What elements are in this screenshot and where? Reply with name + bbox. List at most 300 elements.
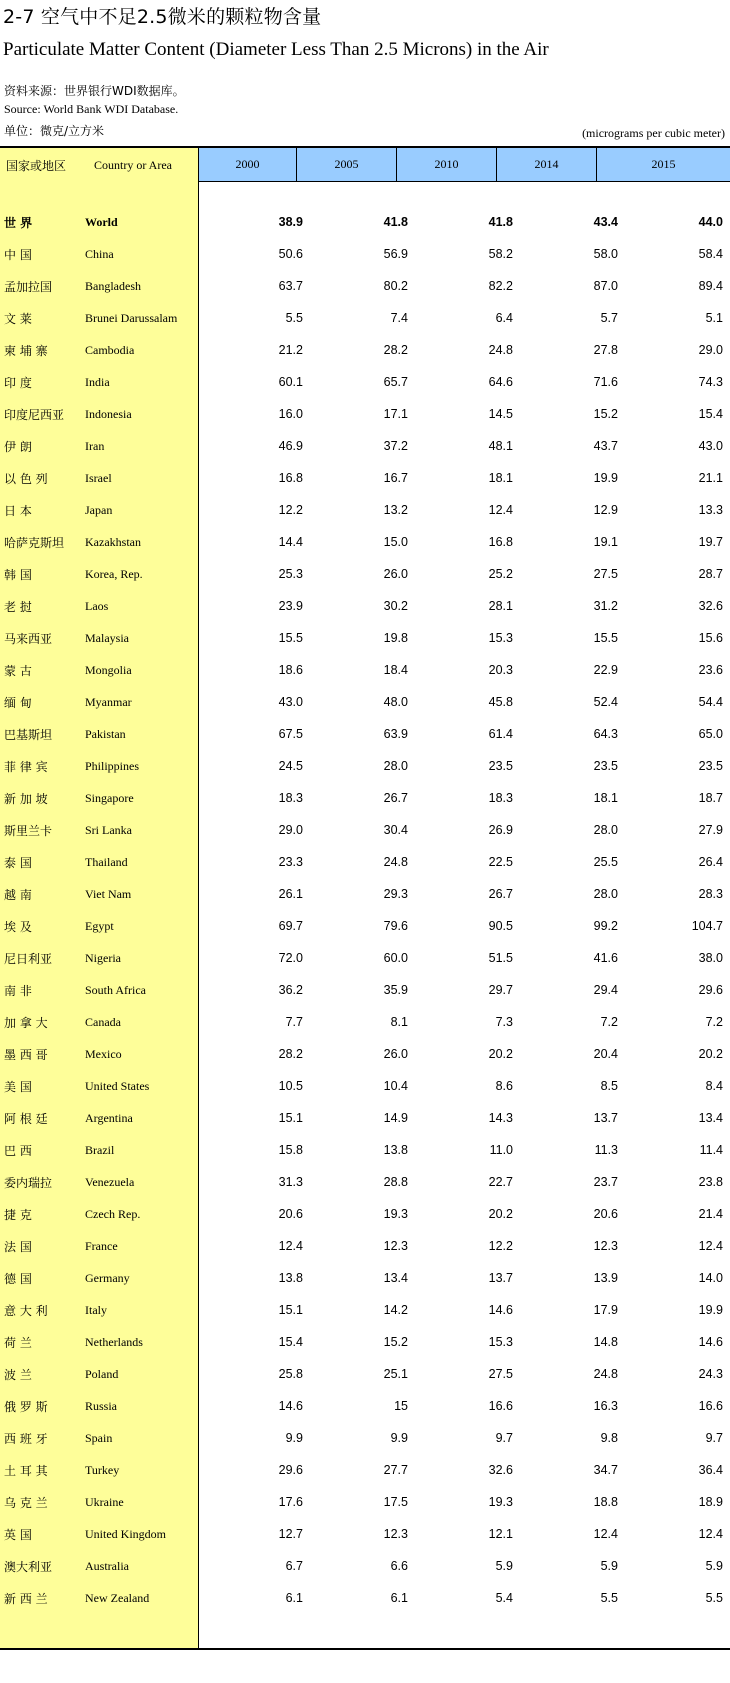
row-name-zh: 埃 及 <box>4 920 32 934</box>
row-value-2015: 28.3 <box>698 887 723 901</box>
row-name-en: France <box>85 1239 118 1253</box>
row-name-zh: 印 度 <box>4 376 32 390</box>
row-value-2005: 17.1 <box>383 407 408 421</box>
row-value-2014: 18.1 <box>593 791 618 805</box>
row-value-2015: 16.6 <box>698 1399 723 1413</box>
row-name-en: Kazakhstan <box>85 535 141 549</box>
header-year-2005: 2005 <box>297 148 397 181</box>
row-value-2000: 46.9 <box>278 439 303 453</box>
row-name-en: Mongolia <box>85 663 132 677</box>
row-value-2015: 18.9 <box>698 1495 723 1509</box>
row-name-en: Malaysia <box>85 631 129 645</box>
row-value-2010: 29.7 <box>488 983 513 997</box>
row-value-2010: 15.3 <box>488 1335 513 1349</box>
table-row <box>0 398 730 430</box>
row-name-zh: 英 国 <box>4 1528 32 1542</box>
row-value-2010: 16.8 <box>488 535 513 549</box>
row-value-2015: 89.4 <box>698 279 723 293</box>
row-value-2014: 14.8 <box>593 1335 618 1349</box>
row-value-2010: 12.4 <box>488 503 513 517</box>
table-row <box>0 1006 730 1038</box>
row-value-2014: 17.9 <box>593 1303 618 1317</box>
row-value-2014: 16.3 <box>593 1399 618 1413</box>
row-value-2014: 23.7 <box>593 1175 618 1189</box>
row-name-zh: 中 国 <box>4 248 32 262</box>
row-value-2005: 28.2 <box>383 343 408 357</box>
row-value-2014: 99.2 <box>593 919 618 933</box>
header-year-2000: 2000 <box>199 148 297 181</box>
row-value-2005: 24.8 <box>383 855 408 869</box>
row-value-2014: 8.5 <box>600 1079 618 1093</box>
row-value-2010: 8.6 <box>495 1079 513 1093</box>
table-row <box>0 1518 730 1550</box>
row-value-2010: 18.1 <box>488 471 513 485</box>
row-value-2014: 13.9 <box>593 1271 618 1285</box>
row-value-2014: 25.5 <box>593 855 618 869</box>
row-value-2000: 16.0 <box>278 407 303 421</box>
table-row <box>0 1134 730 1166</box>
row-value-2005: 56.9 <box>383 247 408 261</box>
row-value-2005: 25.1 <box>383 1367 408 1381</box>
row-value-2000: 29.0 <box>278 823 303 837</box>
row-name-zh: 印度尼西亚 <box>4 408 65 422</box>
row-value-2015: 44.0 <box>698 215 723 229</box>
row-name-zh: 斯里兰卡 <box>4 824 53 838</box>
row-name-zh: 巴基斯坦 <box>4 728 53 742</box>
table-row <box>0 1326 730 1358</box>
row-name-en: Venezuela <box>85 1175 135 1189</box>
row-name-zh: 缅 甸 <box>4 696 32 710</box>
row-name-en: Sri Lanka <box>85 823 132 837</box>
row-value-2014: 18.8 <box>593 1495 618 1509</box>
row-value-2005: 10.4 <box>383 1079 408 1093</box>
row-value-2010: 51.5 <box>488 951 513 965</box>
row-value-2010: 5.9 <box>495 1559 513 1573</box>
page-title-zh: 2-7 空气中不足2.5微米的颗粒物含量 <box>3 6 322 28</box>
row-value-2014: 5.9 <box>600 1559 618 1573</box>
row-value-2010: 6.4 <box>495 311 513 325</box>
row-value-2014: 20.6 <box>593 1207 618 1221</box>
row-value-2005: 19.8 <box>383 631 408 645</box>
row-value-2000: 17.6 <box>278 1495 303 1509</box>
row-value-2015: 54.4 <box>698 695 723 709</box>
table-row <box>0 1422 730 1454</box>
row-value-2010: 14.5 <box>488 407 513 421</box>
row-value-2010: 20.2 <box>488 1047 513 1061</box>
table-row <box>0 1582 730 1614</box>
row-name-zh: 波 兰 <box>4 1368 32 1382</box>
row-value-2015: 15.4 <box>698 407 723 421</box>
row-value-2000: 14.6 <box>278 1399 303 1413</box>
row-value-2010: 23.5 <box>488 759 513 773</box>
row-value-2005: 30.4 <box>383 823 408 837</box>
row-value-2000: 14.4 <box>278 535 303 549</box>
row-value-2010: 13.7 <box>488 1271 513 1285</box>
row-value-2010: 18.3 <box>488 791 513 805</box>
row-value-2014: 12.9 <box>593 503 618 517</box>
row-value-2000: 6.7 <box>285 1559 303 1573</box>
row-value-2015: 12.4 <box>698 1527 723 1541</box>
table-row <box>0 1486 730 1518</box>
row-value-2005: 15.0 <box>383 535 408 549</box>
row-value-2014: 71.6 <box>593 375 618 389</box>
row-value-2000: 21.2 <box>278 343 303 357</box>
table-row <box>0 1102 730 1134</box>
row-value-2014: 58.0 <box>593 247 618 261</box>
table-row <box>0 334 730 366</box>
row-value-2014: 52.4 <box>593 695 618 709</box>
row-name-en: Spain <box>85 1431 113 1445</box>
row-value-2000: 15.1 <box>278 1111 303 1125</box>
row-value-2010: 61.4 <box>488 727 513 741</box>
row-name-en: Singapore <box>85 791 134 805</box>
row-value-2005: 13.4 <box>383 1271 408 1285</box>
row-value-2000: 23.3 <box>278 855 303 869</box>
row-value-2010: 41.8 <box>488 215 513 229</box>
row-name-zh: 南 非 <box>4 984 32 998</box>
row-value-2014: 12.3 <box>593 1239 618 1253</box>
row-value-2005: 16.7 <box>383 471 408 485</box>
row-value-2014: 28.0 <box>593 823 618 837</box>
row-value-2010: 27.5 <box>488 1367 513 1381</box>
row-name-en: Bangladesh <box>85 279 141 293</box>
table-row <box>0 718 730 750</box>
row-value-2005: 27.7 <box>383 1463 408 1477</box>
row-value-2010: 20.2 <box>488 1207 513 1221</box>
row-value-2015: 14.0 <box>698 1271 723 1285</box>
row-value-2010: 14.6 <box>488 1303 513 1317</box>
row-value-2015: 13.4 <box>698 1111 723 1125</box>
row-name-zh: 越 南 <box>4 888 32 902</box>
row-name-en: New Zealand <box>85 1591 150 1605</box>
row-value-2005: 15 <box>394 1399 408 1413</box>
row-name-zh: 老 挝 <box>4 600 32 614</box>
row-value-2015: 9.7 <box>705 1431 723 1445</box>
table-row <box>0 302 730 334</box>
row-name-zh: 阿 根 廷 <box>4 1112 48 1126</box>
row-value-2015: 58.4 <box>698 247 723 261</box>
header-year-2015: 2015 <box>597 148 730 181</box>
row-value-2005: 7.4 <box>390 311 408 325</box>
row-value-2000: 13.8 <box>278 1271 303 1285</box>
row-value-2005: 30.2 <box>383 599 408 613</box>
table-row <box>0 366 730 398</box>
row-value-2005: 65.7 <box>383 375 408 389</box>
row-name-zh: 新 加 坡 <box>4 792 48 806</box>
row-name-en: Turkey <box>85 1463 120 1477</box>
table-row <box>0 846 730 878</box>
row-value-2015: 5.5 <box>705 1591 723 1605</box>
row-value-2014: 15.2 <box>593 407 618 421</box>
row-value-2005: 79.6 <box>383 919 408 933</box>
row-value-2000: 72.0 <box>278 951 303 965</box>
row-value-2015: 14.6 <box>698 1335 723 1349</box>
row-name-zh: 韩 国 <box>4 568 32 582</box>
row-value-2015: 13.3 <box>698 503 723 517</box>
row-value-2000: 12.2 <box>278 503 303 517</box>
row-value-2015: 5.9 <box>705 1559 723 1573</box>
row-value-2005: 6.6 <box>390 1559 408 1573</box>
row-value-2010: 28.1 <box>488 599 513 613</box>
row-value-2005: 80.2 <box>383 279 408 293</box>
row-value-2014: 13.7 <box>593 1111 618 1125</box>
row-value-2000: 63.7 <box>278 279 303 293</box>
row-value-2015: 29.0 <box>698 343 723 357</box>
row-name-en: Italy <box>85 1303 107 1317</box>
row-name-zh: 俄 罗 斯 <box>4 1400 48 1414</box>
row-value-2014: 11.3 <box>594 1143 618 1157</box>
row-value-2010: 24.8 <box>488 343 513 357</box>
row-name-zh: 世 界 <box>4 216 33 230</box>
row-name-zh: 伊 朗 <box>4 440 32 454</box>
row-name-en: Cambodia <box>85 343 135 357</box>
row-value-2014: 12.4 <box>593 1527 618 1541</box>
source-note-en: Source: World Bank WDI Database. <box>4 102 179 116</box>
table-bottom-rule <box>0 1648 730 1650</box>
row-value-2010: 48.1 <box>488 439 513 453</box>
row-name-en: India <box>85 375 110 389</box>
header-country-cell <box>0 148 199 181</box>
row-value-2010: 45.8 <box>488 695 513 709</box>
page-title-en: Particulate Matter Content (Diameter Less Than 2.5 Microns) in the Air <box>3 39 549 60</box>
row-value-2014: 34.7 <box>593 1463 618 1477</box>
row-value-2005: 60.0 <box>383 951 408 965</box>
row-value-2015: 26.4 <box>698 855 723 869</box>
row-value-2010: 82.2 <box>488 279 513 293</box>
row-value-2005: 6.1 <box>390 1591 408 1605</box>
row-value-2000: 67.5 <box>278 727 303 741</box>
row-name-zh: 西 班 牙 <box>4 1432 48 1446</box>
row-value-2000: 28.2 <box>278 1047 303 1061</box>
row-name-zh: 柬 埔 寨 <box>4 344 48 358</box>
row-value-2010: 12.2 <box>488 1239 513 1253</box>
row-value-2000: 25.8 <box>278 1367 303 1381</box>
row-value-2000: 29.6 <box>278 1463 303 1477</box>
row-value-2000: 12.4 <box>278 1239 303 1253</box>
table-row <box>0 462 730 494</box>
table-row <box>0 1166 730 1198</box>
row-name-zh: 菲 律 宾 <box>4 760 48 774</box>
row-value-2010: 64.6 <box>488 375 513 389</box>
row-name-zh: 泰 国 <box>4 856 32 870</box>
row-name-zh: 日 本 <box>4 504 32 518</box>
row-value-2014: 43.7 <box>593 439 618 453</box>
row-name-en: Australia <box>85 1559 129 1573</box>
row-name-zh: 马来西亚 <box>4 632 53 646</box>
row-name-en: Philippines <box>85 759 140 773</box>
row-name-en: Iran <box>85 439 105 453</box>
row-name-en: Japan <box>85 503 113 517</box>
header-label-en: Country or Area <box>94 158 172 172</box>
row-value-2015: 43.0 <box>698 439 723 453</box>
row-value-2015: 20.2 <box>698 1047 723 1061</box>
row-value-2010: 90.5 <box>488 919 513 933</box>
table-row <box>0 1230 730 1262</box>
row-value-2010: 12.1 <box>488 1527 513 1541</box>
row-name-en: China <box>85 247 114 261</box>
row-name-zh: 意 大 利 <box>4 1304 48 1318</box>
row-value-2000: 60.1 <box>278 375 303 389</box>
table-row <box>0 750 730 782</box>
table-row <box>0 270 730 302</box>
row-name-en: United States <box>85 1079 150 1093</box>
row-value-2015: 29.6 <box>698 983 723 997</box>
row-value-2005: 13.8 <box>383 1143 408 1157</box>
row-value-2005: 8.1 <box>390 1015 408 1029</box>
row-value-2014: 87.0 <box>593 279 618 293</box>
table-row <box>0 782 730 814</box>
row-value-2010: 19.3 <box>488 1495 513 1509</box>
row-value-2015: 7.2 <box>705 1015 723 1029</box>
row-value-2015: 5.1 <box>705 311 723 325</box>
table-row <box>0 238 730 270</box>
row-value-2005: 13.2 <box>383 503 408 517</box>
row-value-2015: 19.7 <box>698 535 723 549</box>
row-value-2015: 21.1 <box>698 471 723 485</box>
table-row <box>0 494 730 526</box>
row-name-zh: 委内瑞拉 <box>4 1176 53 1190</box>
row-value-2005: 14.2 <box>383 1303 408 1317</box>
row-value-2000: 18.3 <box>278 791 303 805</box>
row-name-en: Argentina <box>85 1111 133 1125</box>
row-name-zh: 尼日利亚 <box>4 952 53 966</box>
row-value-2015: 23.8 <box>698 1175 723 1189</box>
unit-label-en: (micrograms per cubic meter) <box>582 126 725 140</box>
row-name-en: World <box>85 215 118 229</box>
table-row <box>0 1550 730 1582</box>
header-label-zh: 国家或地区 <box>6 159 67 173</box>
row-name-zh: 哈萨克斯坦 <box>4 536 65 550</box>
row-value-2010: 22.7 <box>488 1175 513 1189</box>
table-row <box>0 206 730 238</box>
row-value-2005: 9.9 <box>390 1431 408 1445</box>
unit-label-zh: 单位：微克/立方米 <box>4 124 105 138</box>
row-value-2005: 28.0 <box>383 759 408 773</box>
row-value-2005: 15.2 <box>383 1335 408 1349</box>
row-value-2000: 12.7 <box>278 1527 303 1541</box>
row-value-2000: 18.6 <box>278 663 303 677</box>
row-value-2014: 15.5 <box>593 631 618 645</box>
row-value-2000: 6.1 <box>285 1591 303 1605</box>
row-value-2000: 15.5 <box>278 631 303 645</box>
row-value-2010: 26.9 <box>488 823 513 837</box>
row-value-2000: 26.1 <box>278 887 303 901</box>
row-value-2000: 25.3 <box>278 567 303 581</box>
table-row <box>0 430 730 462</box>
row-value-2014: 24.8 <box>593 1367 618 1381</box>
row-name-en: Germany <box>85 1271 130 1285</box>
row-name-en: Nigeria <box>85 951 121 965</box>
row-value-2015: 65.0 <box>698 727 723 741</box>
row-name-zh: 澳大利亚 <box>4 1560 53 1574</box>
row-value-2015: 74.3 <box>698 375 723 389</box>
row-value-2005: 35.9 <box>383 983 408 997</box>
row-value-2005: 18.4 <box>383 663 408 677</box>
row-value-2014: 27.8 <box>593 343 618 357</box>
row-name-en: Canada <box>85 1015 121 1029</box>
row-value-2005: 26.7 <box>383 791 408 805</box>
row-name-zh: 德 国 <box>4 1272 32 1286</box>
row-value-2015: 21.4 <box>698 1207 723 1221</box>
row-name-en: Laos <box>85 599 109 613</box>
row-value-2015: 28.7 <box>698 567 723 581</box>
row-value-2015: 19.9 <box>698 1303 723 1317</box>
row-name-zh: 蒙 古 <box>4 664 32 678</box>
row-value-2014: 20.4 <box>593 1047 618 1061</box>
row-value-2014: 7.2 <box>600 1015 618 1029</box>
row-value-2014: 41.6 <box>593 951 618 965</box>
row-value-2000: 43.0 <box>278 695 303 709</box>
row-value-2015: 15.6 <box>698 631 723 645</box>
row-value-2000: 20.6 <box>278 1207 303 1221</box>
row-value-2000: 5.5 <box>285 311 303 325</box>
source-note-zh: 资料来源：世界银行WDI数据库。 <box>4 84 185 98</box>
row-name-en: Netherlands <box>85 1335 143 1349</box>
row-name-en: Israel <box>85 471 112 485</box>
row-name-en: South Africa <box>85 983 146 997</box>
row-name-en: Russia <box>85 1399 118 1413</box>
row-value-2005: 48.0 <box>383 695 408 709</box>
row-name-en: Czech Rep. <box>85 1207 141 1221</box>
row-value-2015: 32.6 <box>698 599 723 613</box>
row-value-2000: 31.3 <box>278 1175 303 1189</box>
row-value-2000: 50.6 <box>278 247 303 261</box>
table-row <box>0 974 730 1006</box>
row-value-2014: 29.4 <box>593 983 618 997</box>
row-value-2005: 41.8 <box>383 215 408 229</box>
row-name-zh: 加 拿 大 <box>4 1016 48 1030</box>
row-value-2015: 23.5 <box>698 759 723 773</box>
header-year-2014: 2014 <box>497 148 597 181</box>
row-name-en: Korea, Rep. <box>85 567 143 581</box>
row-value-2005: 26.0 <box>383 567 408 581</box>
row-name-en: Indonesia <box>85 407 132 421</box>
row-name-en: Thailand <box>85 855 128 869</box>
row-value-2000: 24.5 <box>278 759 303 773</box>
row-value-2014: 19.9 <box>593 471 618 485</box>
row-name-zh: 法 国 <box>4 1240 32 1254</box>
row-value-2015: 104.7 <box>691 919 723 933</box>
row-name-zh: 美 国 <box>4 1080 32 1094</box>
row-value-2000: 15.4 <box>278 1335 303 1349</box>
row-value-2000: 23.9 <box>278 599 303 613</box>
row-value-2015: 38.0 <box>698 951 723 965</box>
row-name-en: Brunei Darussalam <box>85 311 178 325</box>
row-value-2000: 15.1 <box>278 1303 303 1317</box>
row-name-en: United Kingdom <box>85 1527 166 1541</box>
table-header-row <box>0 146 730 182</box>
row-name-zh: 捷 克 <box>4 1208 32 1222</box>
row-name-en: Brazil <box>85 1143 115 1157</box>
row-name-zh: 孟加拉国 <box>4 280 53 294</box>
row-value-2014: 9.8 <box>600 1431 618 1445</box>
row-value-2005: 14.9 <box>383 1111 408 1125</box>
table-row <box>0 1262 730 1294</box>
row-value-2010: 9.7 <box>495 1431 513 1445</box>
row-name-zh: 新 西 兰 <box>4 1592 48 1606</box>
row-value-2014: 23.5 <box>593 759 618 773</box>
row-value-2010: 16.6 <box>488 1399 513 1413</box>
row-name-zh: 以 色 列 <box>4 472 48 486</box>
row-name-zh: 文 莱 <box>4 312 32 326</box>
table-row <box>0 1454 730 1486</box>
table-row <box>0 814 730 846</box>
row-value-2005: 63.9 <box>383 727 408 741</box>
row-name-zh: 巴 西 <box>4 1144 32 1158</box>
table-row <box>0 1070 730 1102</box>
table-row <box>0 1358 730 1390</box>
row-value-2005: 19.3 <box>383 1207 408 1221</box>
